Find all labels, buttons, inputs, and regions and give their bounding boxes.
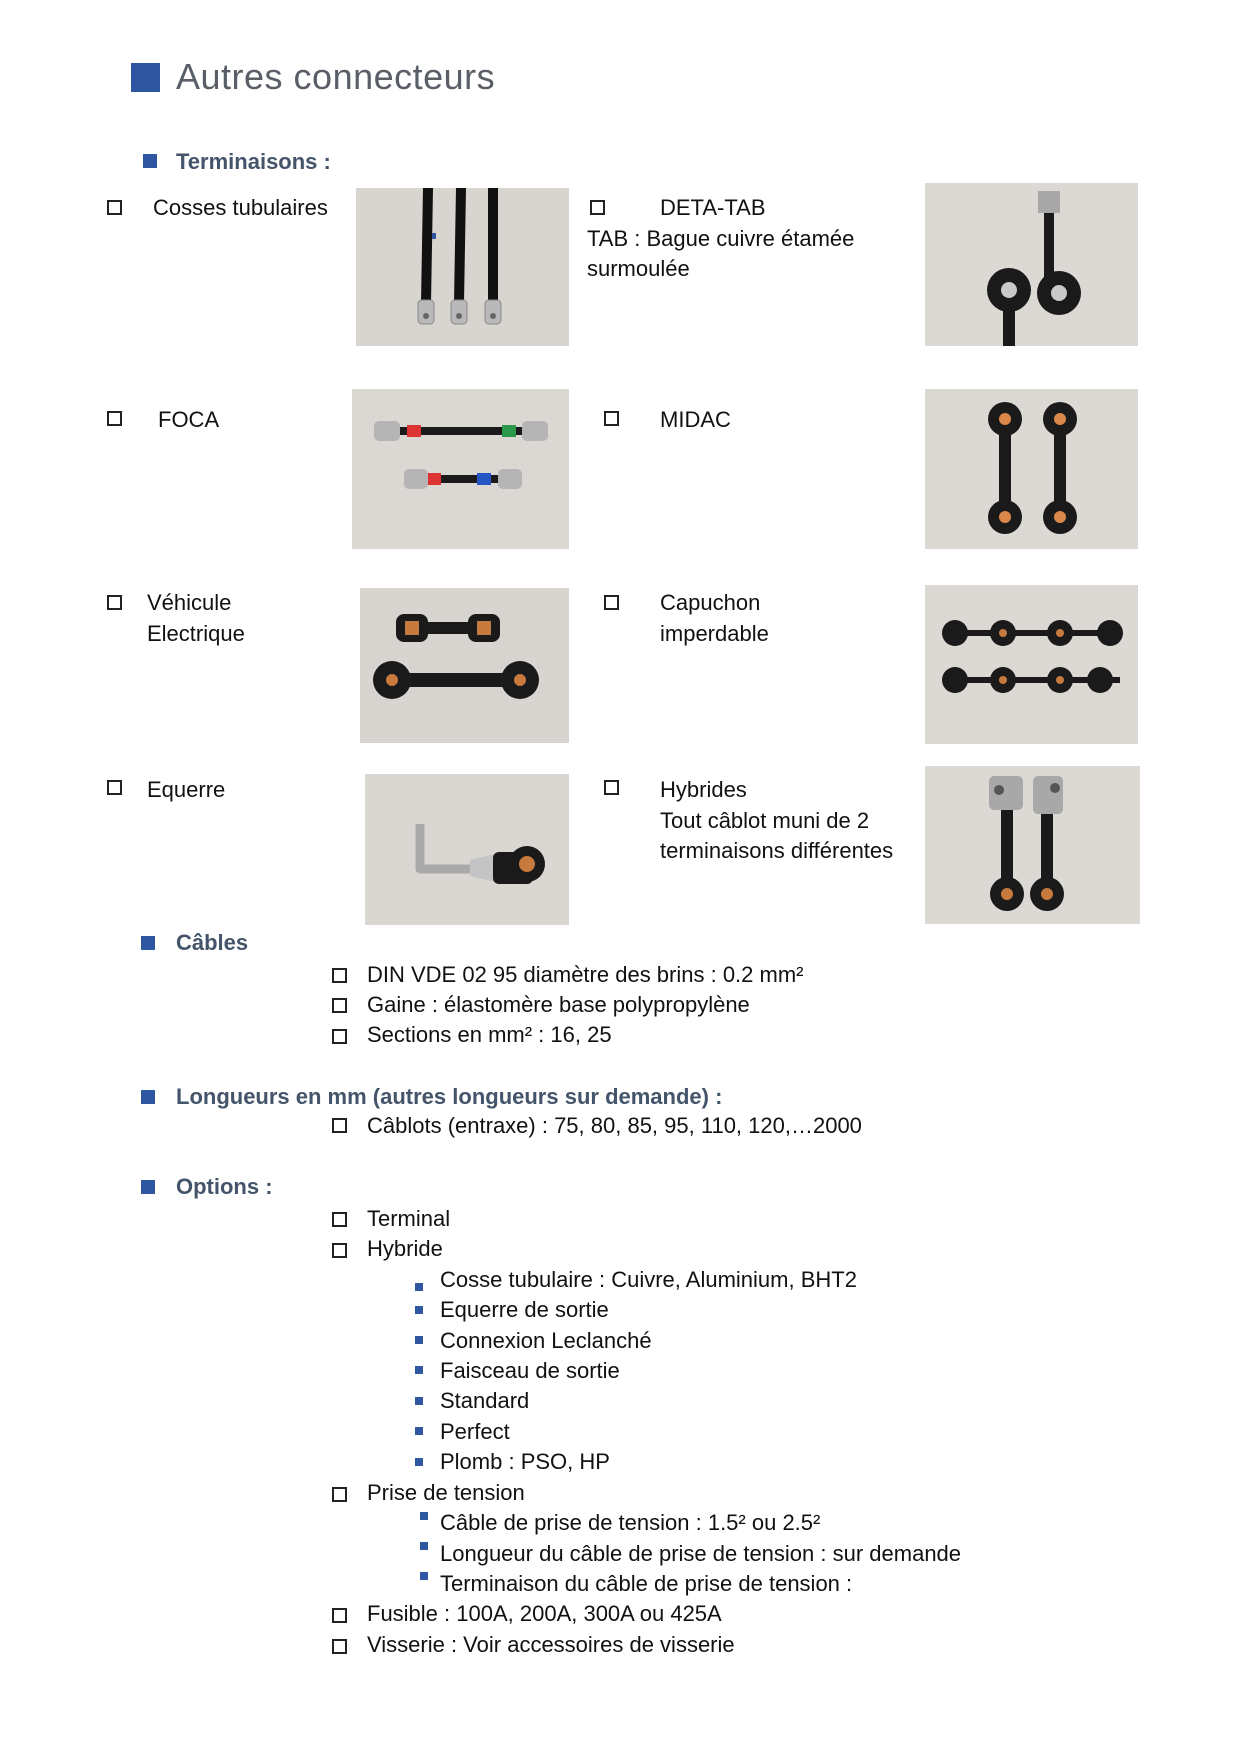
hybride-sub-item: Equerre de sortie <box>440 1297 609 1322</box>
page-title: Autres connecteurs <box>176 56 496 97</box>
section-bullet-icon <box>141 1180 155 1194</box>
prise-sub-item: Terminaison du câble de prise de tension : <box>440 1571 853 1596</box>
checkbox-icon <box>604 411 619 426</box>
checkbox-icon <box>332 998 347 1013</box>
checkbox-icon <box>107 780 122 795</box>
checkbox-icon <box>332 1029 347 1044</box>
longueurs-item: Câblots (entraxe) : 75, 80, 85, 95, 110, 120,…2000 <box>367 1113 862 1138</box>
checkbox-icon <box>604 780 619 795</box>
checkbox-icon <box>332 1118 347 1133</box>
checkbox-icon <box>332 1212 347 1227</box>
terminaison-label: Capuchon <box>660 590 761 615</box>
hybride-sub-item: Faisceau de sortie <box>440 1358 620 1383</box>
sub-bullet-icon <box>415 1397 423 1405</box>
terminaison-label: Véhicule <box>147 590 232 615</box>
cables-item: DIN VDE 02 95 diamètre des brins : 0.2 mm² <box>367 962 804 987</box>
options-terminal: Terminal <box>367 1206 451 1231</box>
terminaison-label: Equerre <box>147 777 226 802</box>
checkbox-icon <box>332 968 347 983</box>
checkbox-icon <box>332 1639 347 1654</box>
options-hybride: Hybride <box>367 1236 443 1261</box>
checkbox-icon <box>107 411 122 426</box>
terminaison-label: FOCA <box>158 407 220 432</box>
terminaison-desc: Tout câblot muni de 2 <box>660 808 870 833</box>
options-prise: Prise de tension <box>367 1480 525 1505</box>
checkbox-icon <box>332 1487 347 1502</box>
cables-item: Sections en mm² : 16, 25 <box>367 1022 612 1047</box>
sub-bullet-icon <box>415 1458 423 1466</box>
checkbox-icon <box>107 595 122 610</box>
terminaison-desc: surmoulée <box>587 256 690 281</box>
photo-deta-tab <box>925 183 1138 346</box>
checkbox-icon <box>107 200 122 215</box>
checkbox-icon <box>590 200 605 215</box>
sub-bullet-icon <box>420 1512 428 1520</box>
sub-bullet-icon <box>415 1427 423 1435</box>
title-square-icon <box>131 63 160 92</box>
hybride-sub-item: Cosse tubulaire : Cuivre, Aluminium, BHT2 <box>440 1267 857 1292</box>
sub-bullet-icon <box>420 1542 428 1550</box>
section-heading-terminaisons: Terminaisons : <box>176 149 331 174</box>
section-heading-options: Options : <box>176 1174 273 1199</box>
photo-vehicule-electrique <box>360 588 569 743</box>
section-heading-cables: Câbles <box>176 930 249 955</box>
section-heading-longueurs: Longueurs en mm (autres longueurs sur demande) : <box>176 1084 723 1109</box>
sub-bullet-icon <box>420 1572 428 1580</box>
section-bullet-icon <box>141 1090 155 1104</box>
cables-item: Gaine : élastomère base polypropylène <box>367 992 750 1017</box>
sub-bullet-icon <box>415 1306 423 1314</box>
prise-sub-item: Longueur du câble de prise de tension : sur demande <box>440 1541 962 1566</box>
photo-hybrides <box>925 766 1140 924</box>
hybride-sub-item: Connexion Leclanché <box>440 1328 652 1353</box>
section-bullet-icon <box>141 936 155 950</box>
hybride-sub-item: Plomb : PSO, HP <box>440 1449 610 1474</box>
terminaison-label: Hybrides <box>660 777 747 802</box>
prise-sub-item: Câble de prise de tension : 1.5² ou 2.5² <box>440 1510 821 1535</box>
options-visserie: Visserie : Voir accessoires de visserie <box>367 1632 735 1657</box>
terminaison-label: imperdable <box>660 621 769 646</box>
hybride-sub-item: Standard <box>440 1388 530 1413</box>
photo-foca <box>352 389 569 549</box>
terminaison-label: Electrique <box>147 621 245 646</box>
section-bullet-icon <box>143 154 157 168</box>
options-fusible: Fusible : 100A, 200A, 300A ou 425A <box>367 1601 722 1626</box>
terminaison-label: Cosses tubulaires <box>153 195 328 220</box>
terminaison-desc: terminaisons différentes <box>660 838 894 863</box>
sub-bullet-icon <box>415 1336 423 1344</box>
checkbox-icon <box>332 1608 347 1623</box>
checkbox-icon <box>332 1243 347 1258</box>
hybride-sub-item: Perfect <box>440 1419 510 1444</box>
terminaison-desc: TAB : Bague cuivre étamée <box>587 226 855 251</box>
sub-bullet-icon <box>415 1283 423 1291</box>
checkbox-icon <box>604 595 619 610</box>
terminaison-label: DETA-TAB <box>660 195 766 220</box>
terminaison-label: MIDAC <box>660 407 731 432</box>
sub-bullet-icon <box>415 1366 423 1374</box>
photo-cosses-tubulaires <box>356 188 569 346</box>
photo-equerre <box>365 774 569 925</box>
photo-capuchon-imperdable <box>925 585 1138 744</box>
photo-midac <box>925 389 1138 549</box>
